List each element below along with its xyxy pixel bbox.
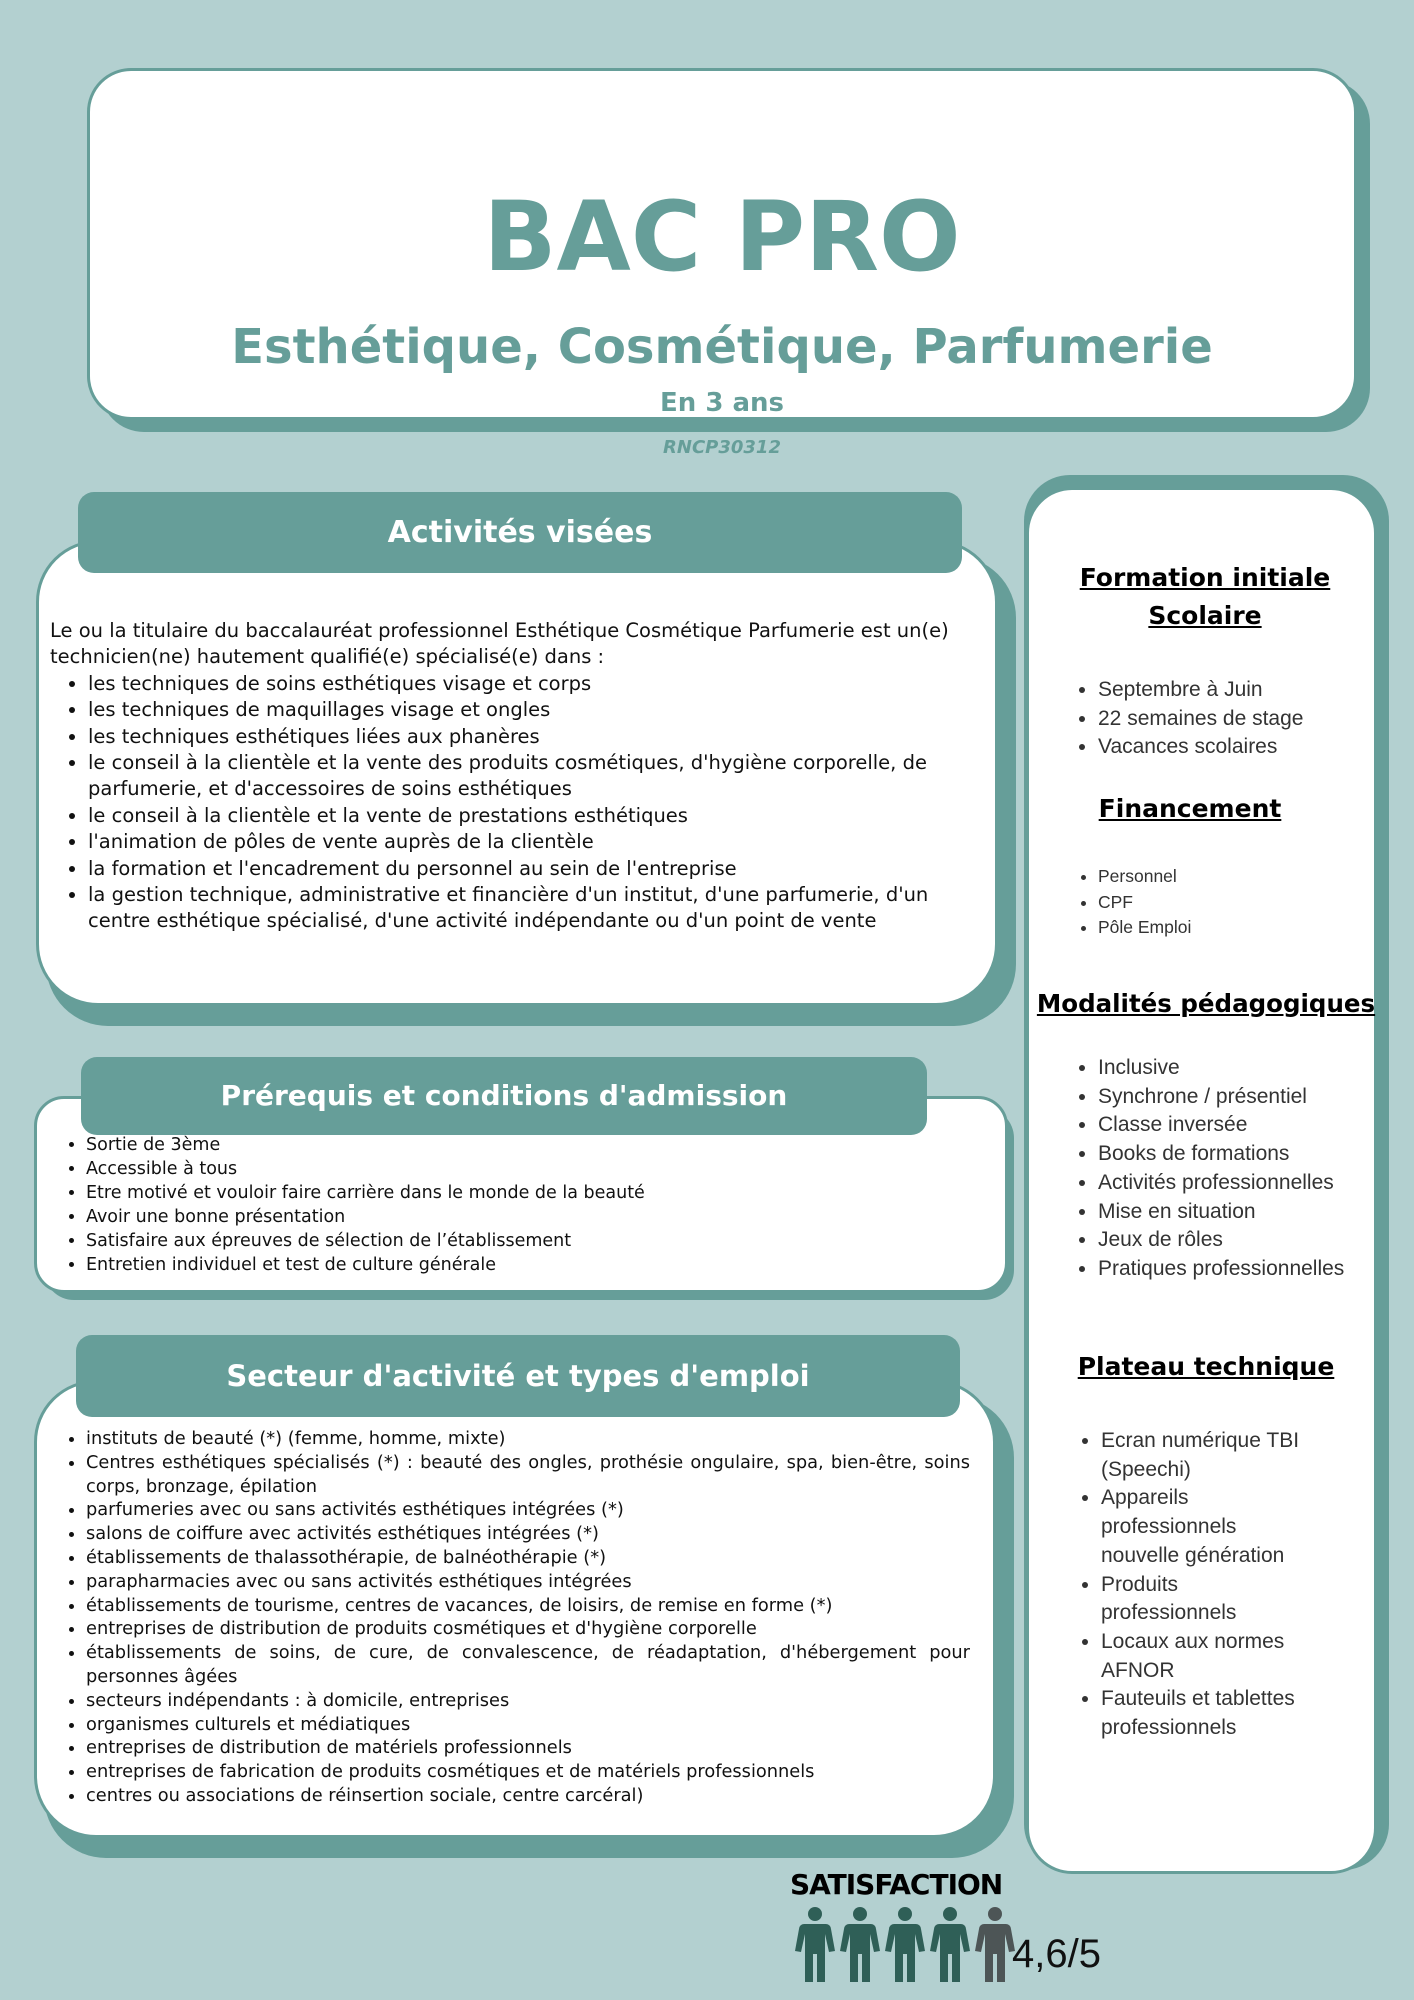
list-item: • le conseil à la clientèle et la vente des produits cosmétiques, d'hygiène corporelle, de parfumerie, et d'accessoires de soins esthétiques: [88, 750, 990, 803]
financement-list: [1062, 864, 1398, 941]
list-item: • établissements de thalassothérapie, de balnéothérapie (*): [86, 1546, 970, 1570]
list-item: • Appareils professionnels nouvelle génération: [1101, 1484, 1301, 1570]
list-item: • 22 semaines de stage: [1098, 705, 1398, 734]
financement-heading: Financement: [1098, 794, 1282, 823]
plateau-list: [1065, 1427, 1301, 1743]
list-item: • Centres esthétiques spécialisés (*) : beauté des ongles, prothésie ongulaire, spa, bien-être, soins corps, bronzage, épilation: [86, 1451, 970, 1499]
person-icon: [795, 1907, 835, 1982]
list-item: • Activités professionnelles: [1098, 1169, 1408, 1198]
list-item: • Ecran numérique TBI (Speechi): [1101, 1427, 1301, 1484]
list-item: • Fauteuils et tablettes professionnels: [1101, 1685, 1301, 1742]
rncp-code: RNCP30312: [663, 437, 781, 458]
person-icon: [975, 1907, 1015, 1982]
list-item: • instituts de beauté (*) (femme, homme, mixte): [86, 1427, 970, 1451]
list-item: • parfumeries avec ou sans activités esthétiques intégrées (*): [86, 1498, 970, 1522]
list-item: • les techniques esthétiques liées aux phanères: [88, 724, 990, 750]
list-item: • Inclusive: [1098, 1054, 1408, 1083]
list-item: • la gestion technique, administrative et financière d'un institut, d'une parfumerie, d'un centre esthétique spécialisé, d'une activité indépendante ou d'un point de vente: [88, 882, 990, 935]
formation-heading-text: Formation initiale Scolaire: [1079, 563, 1331, 630]
prerequis-heading: Prérequis et conditions d'admission: [81, 1057, 927, 1135]
list-item: • l'animation de pôles de vente auprès de la clientèle: [88, 829, 990, 855]
plateau-heading: Plateau technique: [1077, 1352, 1335, 1381]
person-icon: [930, 1907, 970, 1982]
activites-list: [50, 671, 990, 935]
list-item: • Pratiques professionnelles: [1098, 1255, 1408, 1284]
page-subtitle: Esthétique, Cosmétique, Parfumerie: [231, 319, 1213, 375]
activites-heading: Activités visées: [78, 492, 962, 573]
prerequis-content: [48, 1133, 988, 1277]
list-item: • centres ou associations de réinsertion sociale, centre carcéral): [86, 1784, 970, 1808]
list-item: • Synchrone / présentiel: [1098, 1083, 1408, 1112]
activites-intro: Le ou la titulaire du baccalauréat professionnel Esthétique Cosmétique Parfumerie est un(e) technicien(ne) hautement qualifié(e) spécialisé(e) dans :: [50, 619, 949, 669]
list-item: • établissements de tourisme, centres de vacances, de loisirs, de remise en forme (*): [86, 1594, 970, 1618]
list-item: • Septembre à Juin: [1098, 676, 1398, 705]
list-item: • la formation et l'encadrement du personnel au sein de l'entreprise: [88, 856, 990, 882]
list-item: • entreprises de distribution de matériels professionnels: [86, 1736, 970, 1760]
list-item: • Classe inversée: [1098, 1111, 1408, 1140]
list-item: • Mise en situation: [1098, 1198, 1408, 1227]
person-icon: [840, 1907, 880, 1982]
list-item: • les techniques de maquillages visage et ongles: [88, 697, 990, 723]
satisfaction-label: SATISFACTION: [790, 1868, 1003, 1901]
modalites-heading: Modalités pédagogiques: [1036, 989, 1376, 1018]
secteur-list: [48, 1427, 970, 1808]
list-item: • organismes culturels et médiatiques: [86, 1713, 970, 1737]
modalites-list: [1062, 1054, 1408, 1284]
list-item: • Produits professionnels: [1101, 1571, 1301, 1628]
list-item: • Pôle Emploi: [1098, 915, 1398, 941]
list-item: • Entretien individuel et test de culture générale: [86, 1253, 988, 1277]
formation-heading: [1060, 559, 1350, 635]
list-item: • entreprises de fabrication de produits cosmétiques et de matériels professionnels: [86, 1760, 970, 1784]
list-item: • Accessible à tous: [86, 1157, 988, 1181]
list-item: • les techniques de soins esthétiques visage et corps: [88, 671, 990, 697]
list-item: • salons de coiffure avec activités esthétiques intégrées (*): [86, 1522, 970, 1546]
person-icon: [885, 1907, 925, 1982]
secteur-heading: Secteur d'activité et types d'emploi: [76, 1335, 960, 1417]
satisfaction-score: 4,6/5: [1012, 1932, 1101, 1976]
duration-text: En 3 ans: [660, 388, 784, 418]
list-item: • Jeux de rôles: [1098, 1226, 1408, 1255]
list-item: • Etre motivé et vouloir faire carrière dans le monde de la beauté: [86, 1181, 988, 1205]
title-card: [87, 68, 1357, 458]
satisfaction-rating-people: [795, 1906, 1015, 1984]
list-item: • Avoir une bonne présentation: [86, 1205, 988, 1229]
prerequis-list: [48, 1133, 988, 1277]
page-title: BAC PRO: [483, 181, 961, 293]
list-item: • établissements de soins, de cure, de convalescence, de réadaptation, d'hébergement pour personnes âgées: [86, 1641, 970, 1689]
list-item: • parapharmacies avec ou sans activités esthétiques intégrées: [86, 1570, 970, 1594]
secteur-content: [48, 1427, 970, 1808]
formation-list: [1062, 676, 1398, 762]
list-item: • le conseil à la clientèle et la vente de prestations esthétiques: [88, 803, 990, 829]
list-item: • secteurs indépendants : à domicile, entreprises: [86, 1689, 970, 1713]
list-item: • Sortie de 3ème: [86, 1133, 988, 1157]
list-item: • entreprises de distribution de produits cosmétiques et d'hygiène corporelle: [86, 1617, 970, 1641]
list-item: • Personnel: [1098, 864, 1398, 890]
activites-content: [50, 618, 990, 935]
list-item: • Satisfaire aux épreuves de sélection de l’établissement: [86, 1229, 988, 1253]
list-item: • Vacances scolaires: [1098, 733, 1398, 762]
list-item: • Books de formations: [1098, 1140, 1408, 1169]
list-item: • CPF: [1098, 890, 1398, 916]
list-item: • Locaux aux normes AFNOR: [1101, 1628, 1301, 1685]
